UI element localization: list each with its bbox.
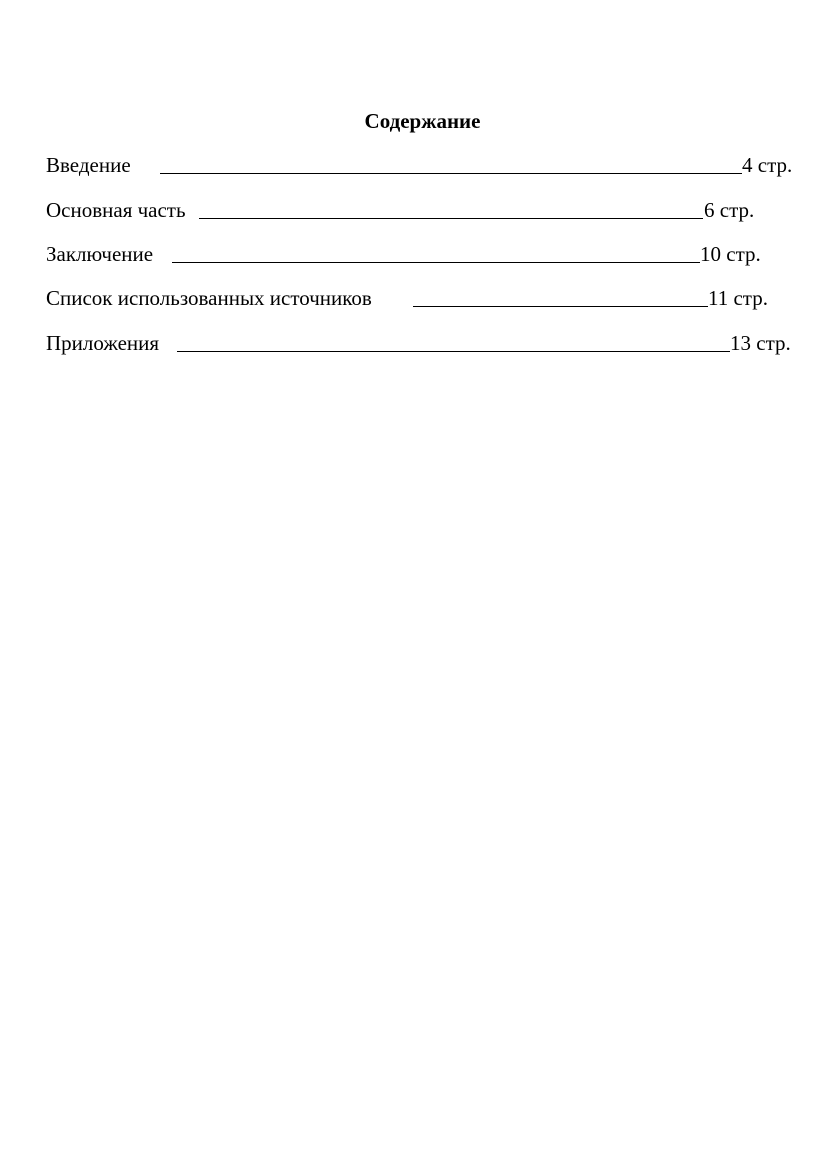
page-title: Содержание — [364, 109, 481, 133]
toc-leader-line — [160, 152, 742, 174]
toc-entry-label: Основная часть — [46, 198, 186, 222]
toc-entry-label: Заключение — [46, 242, 154, 266]
toc-entry-label: Список использованных источников — [46, 286, 372, 310]
toc-entry-page: 13 стр. — [730, 331, 791, 355]
toc-entry-label: Приложения — [46, 331, 160, 355]
toc-leader-line — [199, 197, 703, 219]
toc-leader-line — [177, 330, 730, 352]
toc-entry-page: 11 стр. — [708, 286, 768, 310]
toc-entry-label: Введение — [46, 153, 131, 177]
toc-entry-page: 10 стр. — [700, 242, 761, 266]
toc-leader-line — [413, 285, 708, 307]
toc-leader-line — [172, 241, 700, 263]
toc-entry-page: 6 стр. — [704, 198, 755, 222]
toc-entry-page: 4 стр. — [742, 153, 793, 177]
